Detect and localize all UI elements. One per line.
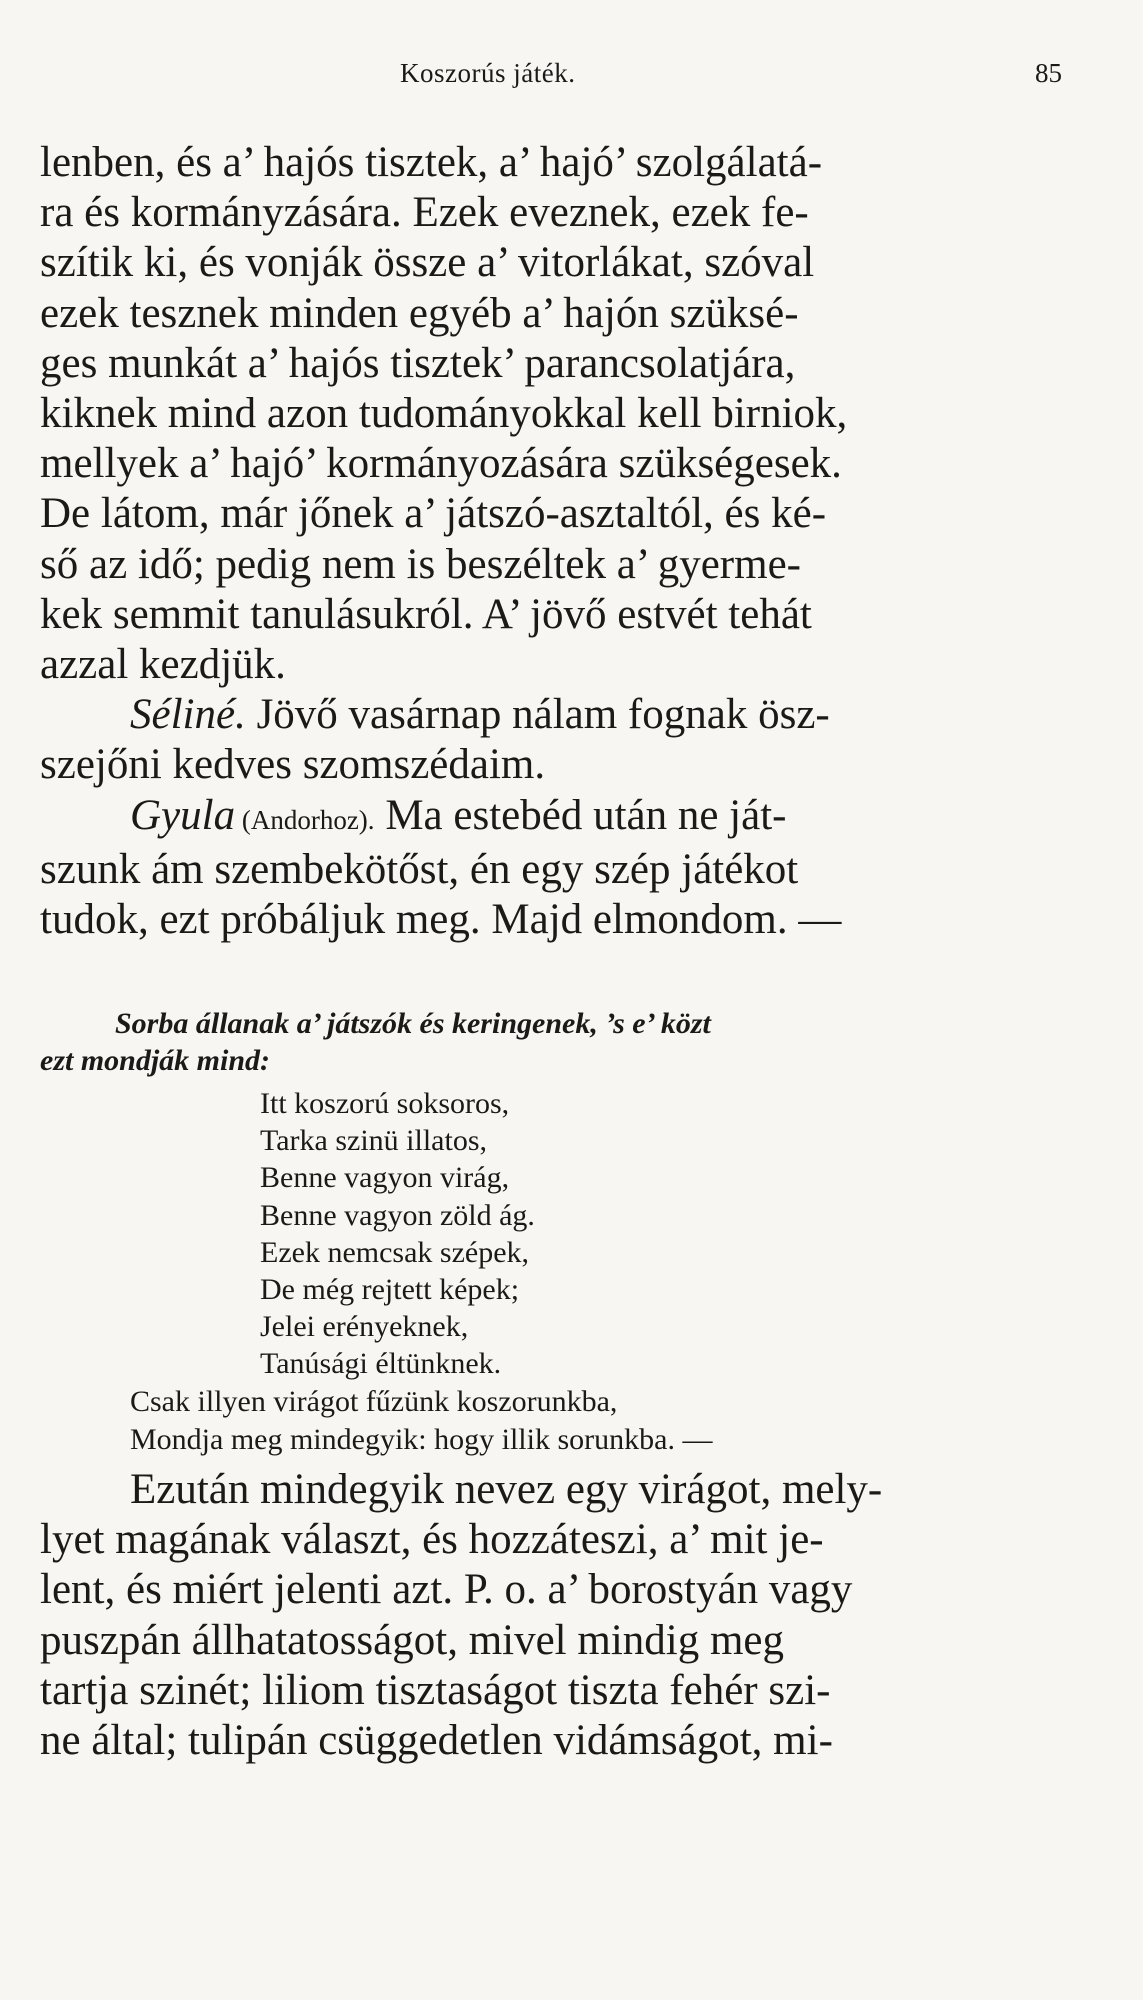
verse-line: Csak illyen virágot fűzünk koszorunkba, (130, 1385, 618, 1418)
text-line: ges munkát a’ hajós tisztek’ parancsolatjára, (40, 339, 796, 387)
text-line: szítik ki, és vonják össze a’ vitorlákat, szóval (40, 239, 815, 287)
speaker-name: Gyula (130, 791, 236, 839)
text-line: kiknek mind azon tudományokkal kell birniok, (40, 390, 848, 438)
text-line: tartja szinét; liliom tisztaságot tiszta fehér szi- (40, 1666, 831, 1714)
text-line: puszpán állhatatosságot, mivel mindig meg (40, 1616, 784, 1664)
stage-note: (Andorhoz). (235, 804, 375, 835)
text-line: ezt mondják mind: (40, 1044, 271, 1077)
text-line: tudok, ezt próbáljuk meg. Majd elmondom. — (40, 896, 842, 944)
verse-line: Itt koszorú soksoros, (260, 1087, 510, 1120)
text-line: ra és kormányzására. Ezek eveznek, ezek fe- (40, 189, 809, 237)
verse-line: Ezek nemcsak szépek, (260, 1235, 530, 1269)
text-line: lyet magának választ, és hozzáteszi, a’ mit je- (40, 1516, 824, 1564)
text-line: ne által; tulipán csüggedetlen vidámságot, mi- (40, 1717, 833, 1765)
text-line: ső az idő; pedig nem is beszéltek a’ gyerme- (40, 540, 801, 588)
text-line: lenben, és a’ hajós tisztek, a’ hajó’ szolgálatá- (40, 139, 823, 186)
paragraph-3 (40, 1465, 1090, 1766)
text-line: mellyek a’ hajó’ kormányozására szükségesek. (40, 440, 842, 488)
text-line: kek semmit tanulásukról. A’ jövő estvét tehát (40, 590, 812, 638)
page-number: 85 (1035, 58, 1062, 88)
text-line: Sorba állanak a’ játszók és keringenek, ’s e’ közt (115, 1007, 711, 1040)
dialogue-text: Ma estebéd után ne ját- (374, 791, 787, 839)
text-line: ezek tesznek minden egyéb a’ hajón szüksé- (40, 289, 799, 337)
verse-line: De még rejtett képek; (260, 1273, 520, 1307)
text-line: szejőni kedves szomszédaim. (40, 741, 546, 789)
stage-direction (40, 1005, 1090, 1079)
verse-line: Tarka szinü illatos, (260, 1124, 488, 1158)
text-line: azzal kezdjük. (40, 641, 286, 689)
dialogue-seline (40, 690, 1090, 740)
dialogue-text: Jövő vasárnap nálam fognak ösz- (245, 691, 830, 739)
verse-block (260, 1085, 535, 1383)
verse-line: Benne vagyon zöld ág. (260, 1198, 535, 1232)
verse-line: Tanúsági éltünknek. (260, 1347, 502, 1381)
verse-line: Benne vagyon virág, (260, 1161, 510, 1195)
running-title: Koszorús játék. (400, 58, 576, 88)
text-line: szunk ám szembekötőst, én egy szép játékot (40, 845, 799, 893)
text-line: De látom, már jőnek a’ játszó-asztaltól, és ké- (40, 490, 827, 538)
speaker-name: Séliné. (130, 691, 246, 739)
page-header (0, 58, 1143, 98)
verse-line: Mondja meg mindegyik: hogy illik sorunkba. — (130, 1422, 713, 1456)
dialogue-gyula (40, 791, 1090, 845)
paragraph-1 (40, 138, 1090, 945)
text-line: Ezután mindegyik nevez egy virágot, mely- (130, 1466, 883, 1513)
text-line: lent, és miért jelenti azt. P. o. a’ borostyán vagy (40, 1566, 853, 1614)
closing-couplet (130, 1383, 712, 1458)
verse-line: Jelei erényeknek, (260, 1310, 469, 1344)
